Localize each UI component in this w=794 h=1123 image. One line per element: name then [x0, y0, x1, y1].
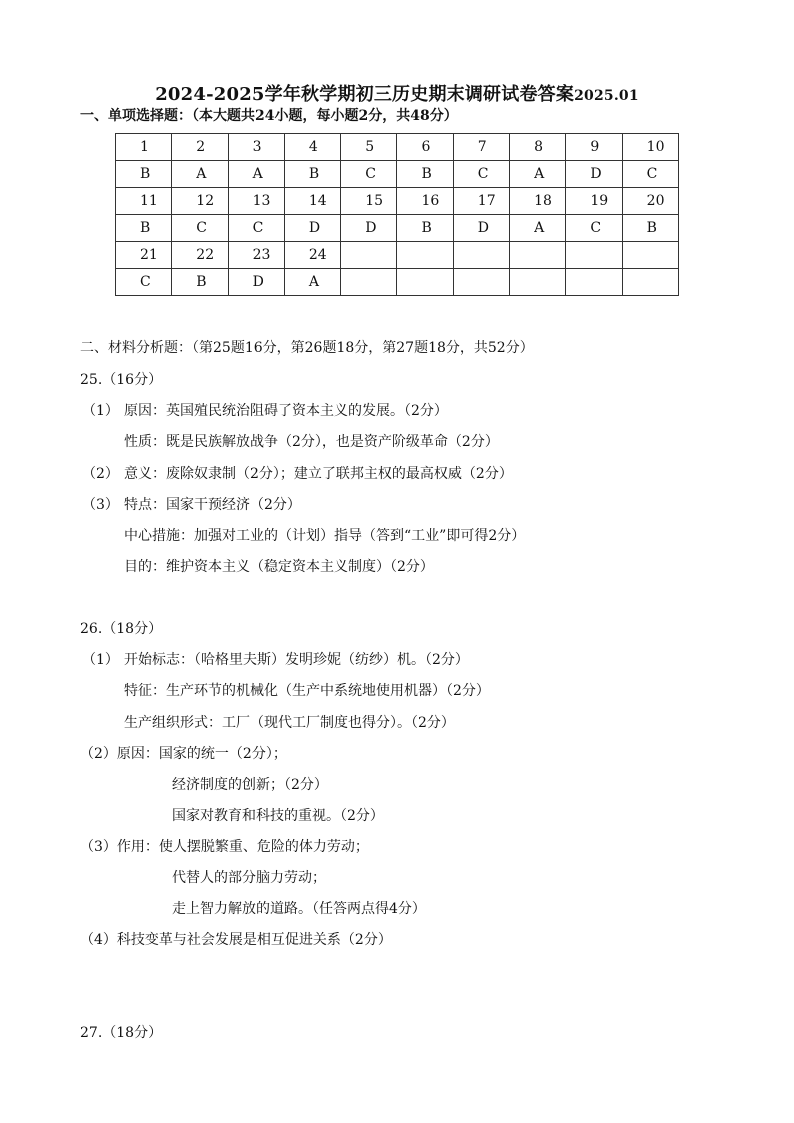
- q25-part2-number: （2）: [82, 466, 119, 482]
- q25-part1-line2: 性质：既是民族解放战争（2分），也是资产阶级革命（2分）: [124, 434, 499, 450]
- answer-cell: C: [566, 215, 622, 242]
- question-number-cell: 8: [510, 134, 566, 161]
- answer-cell: D: [566, 161, 622, 188]
- title-date: 2025.01: [574, 88, 639, 104]
- question-number-cell: [566, 242, 622, 269]
- answer-cell: B: [622, 215, 678, 242]
- answer-cell: B: [397, 161, 453, 188]
- answer-table: [115, 133, 679, 296]
- answer-cell: A: [510, 215, 566, 242]
- question-number-cell: 14: [284, 188, 340, 215]
- question-number-cell: 11: [116, 188, 172, 215]
- answer-table-row: [116, 188, 679, 215]
- section1-heading: 一、单项选择题：（本大题共24小题，每小题2分，共48分）: [80, 108, 458, 124]
- question-number-cell: [510, 242, 566, 269]
- answer-cell: D: [453, 215, 509, 242]
- question-number-cell: 5: [341, 134, 397, 161]
- q26-part1-line3: 生产组织形式：工厂（现代工厂制度也得分）。（2分）: [124, 715, 455, 731]
- q26-part2-line3: 国家对教育和科技的重视。（2分）: [172, 808, 384, 824]
- q25-part3-number: （3）: [82, 497, 119, 513]
- section2-heading: 二、材料分析题：（第25题16分，第26题18分，第27题18分，共52分）: [80, 340, 534, 356]
- q26-part1-line1: 开始标志：（哈格里夫斯）发明珍妮（纺纱）机。（2分）: [124, 652, 469, 668]
- answer-cell: C: [172, 215, 228, 242]
- q25-part3-line3: 目的：维护资本主义（稳定资本主义制度）（2分）: [124, 559, 434, 575]
- question-number-cell: 4: [284, 134, 340, 161]
- q25-part2-line1: 意义：废除奴隶制（2分）；建立了联邦主权的最高权威（2分）: [124, 466, 513, 482]
- answer-cell: D: [284, 215, 340, 242]
- q26-part3-line3: 走上智力解放的道路。（任答两点得4分）: [172, 901, 426, 917]
- question-number-cell: 2: [172, 134, 228, 161]
- answer-cell: [510, 269, 566, 296]
- question-number-cell: 6: [397, 134, 453, 161]
- q26-part4-line1: （4）科技变革与社会发展是相互促进关系（2分）: [80, 932, 392, 948]
- q25-part1-number: （1）: [82, 403, 119, 419]
- question-number-cell: 13: [228, 188, 284, 215]
- q27-header: 27.（18分）: [80, 1025, 163, 1041]
- q25-part3-line2: 中心措施：加强对工业的（计划）指导（答到“工业”即可得2分）: [124, 528, 526, 544]
- question-number-cell: 10: [622, 134, 678, 161]
- q25-part1-line1: 原因：英国殖民统治阻碍了资本主义的发展。（2分）: [124, 403, 448, 419]
- question-number-cell: 23: [228, 242, 284, 269]
- answer-cell: D: [341, 215, 397, 242]
- answer-cell: C: [453, 161, 509, 188]
- question-number-cell: 17: [453, 188, 509, 215]
- q26-part3-line2: 代替人的部分脑力劳动；: [172, 870, 326, 886]
- answer-cell: [453, 269, 509, 296]
- question-number-cell: 9: [566, 134, 622, 161]
- title-main: 2024-2025学年秋学期初三历史期末调研试卷答案: [155, 84, 575, 105]
- q26-part3-line1: （3）作用：使人摆脱繁重、危险的体力劳动；: [80, 839, 369, 855]
- answer-cell: D: [228, 269, 284, 296]
- question-number-cell: [397, 242, 453, 269]
- question-number-cell: 22: [172, 242, 228, 269]
- answer-cell: A: [510, 161, 566, 188]
- answer-table-row: [116, 215, 679, 242]
- q25-part3-line1: 特点：国家干预经济（2分）: [124, 497, 301, 513]
- q26-part1-line2: 特征：生产环节的机械化（生产中系统地使用机器）（2分）: [124, 683, 490, 699]
- answer-table-row: [116, 242, 679, 269]
- page-title: [0, 80, 794, 106]
- answer-cell: B: [172, 269, 228, 296]
- answer-cell: [397, 269, 453, 296]
- answer-table-row: [116, 161, 679, 188]
- question-number-cell: 12: [172, 188, 228, 215]
- q26-part1-number: （1）: [82, 652, 119, 668]
- question-number-cell: 18: [510, 188, 566, 215]
- answer-cell: B: [116, 215, 172, 242]
- question-number-cell: 20: [622, 188, 678, 215]
- question-number-cell: 16: [397, 188, 453, 215]
- question-number-cell: 15: [341, 188, 397, 215]
- answer-cell: C: [116, 269, 172, 296]
- question-number-cell: 1: [116, 134, 172, 161]
- answer-cell: A: [172, 161, 228, 188]
- answer-cell: A: [284, 269, 340, 296]
- answer-cell: [341, 269, 397, 296]
- q26-part2-line2: 经济制度的创新；（2分）: [172, 777, 328, 793]
- answer-cell: C: [622, 161, 678, 188]
- question-number-cell: [341, 242, 397, 269]
- answer-cell: [566, 269, 622, 296]
- answer-cell: C: [341, 161, 397, 188]
- answer-cell: C: [228, 215, 284, 242]
- q25-header: 25.（16分）: [80, 372, 163, 388]
- question-number-cell: 19: [566, 188, 622, 215]
- answer-cell: A: [228, 161, 284, 188]
- answer-cell: [622, 269, 678, 296]
- answer-cell: B: [284, 161, 340, 188]
- answer-table-row: [116, 269, 679, 296]
- answer-cell: B: [397, 215, 453, 242]
- question-number-cell: [453, 242, 509, 269]
- q26-header: 26.（18分）: [80, 621, 163, 637]
- question-number-cell: 3: [228, 134, 284, 161]
- question-number-cell: 7: [453, 134, 509, 161]
- question-number-cell: [622, 242, 678, 269]
- question-number-cell: 21: [116, 242, 172, 269]
- q26-part2-line1: （2）原因：国家的统一（2分）；: [80, 746, 287, 762]
- answer-cell: B: [116, 161, 172, 188]
- answer-table-row: [116, 134, 679, 161]
- question-number-cell: 24: [284, 242, 340, 269]
